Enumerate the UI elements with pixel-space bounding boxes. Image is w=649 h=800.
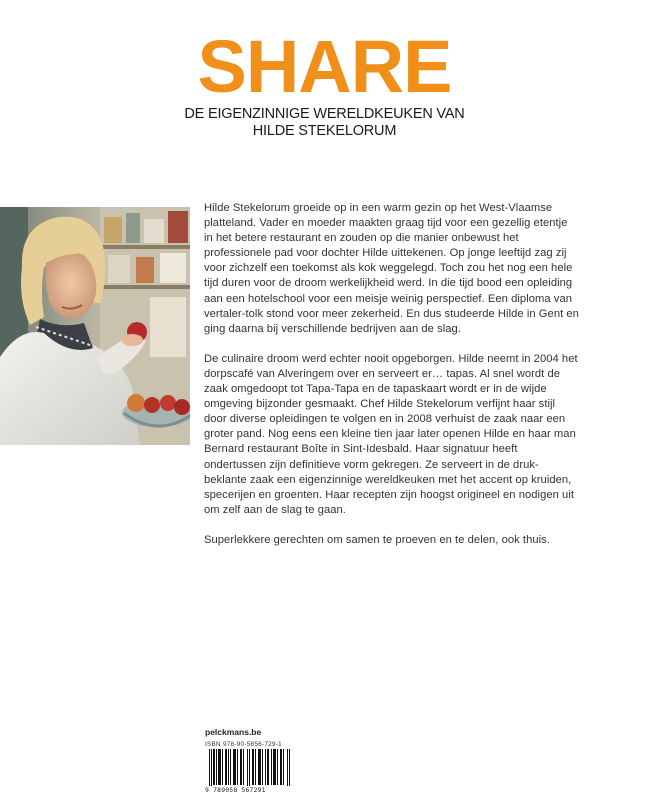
- subtitle-line-1: DE EIGENZINNIGE WERELDKEUKEN VAN: [184, 106, 465, 122]
- publisher-url[interactable]: pelckmans.be: [205, 727, 262, 737]
- book-title: SHARE: [197, 25, 452, 108]
- author-photo: [0, 207, 190, 445]
- barcode-digits: 9 789058 567291: [205, 786, 297, 794]
- barcode-icon: [205, 749, 295, 791]
- subtitle-line-2: HILDE STEKELORUM: [252, 123, 397, 139]
- paragraph: Hilde Stekelorum groeide op in een warm gezin op het West-Vlaamse platteland. Vader en moeder maakten graag tijd voor een gezellig etentje in het betere restaurant en zouden op die manier onbewust het professionele pad voor dochter Hilde uittekenen. Op jonge leeftijd zag zij voor zichzelf een toekomst als kok weggelegd. Toch zou het nog een hele tijd duren voor de droom werkelijkheid werd. In die tijd bood een opleiding aan een hotelschool voor een meisje weinig perspectief. Een diploma van vertaler-tolk stond voor meer zekerheid. En dus studeerde Hilde in Gent en ging daarna bij verschillende bedrijven aan de slag.: [204, 202, 579, 335]
- isbn-label: ISBN 978-90-5856-729-1: [205, 741, 282, 748]
- back-cover-text: [204, 201, 579, 563]
- book-subtitle: [0, 106, 649, 140]
- paragraph: De culinaire droom werd echter nooit opgeborgen. Hilde neemt in 2004 het dorpscafé van Alveringem over en serveert er… tapas. Al snel wordt de zaak omgedoopt tot Tapa-Tapa en de tapaskaart wordt er in de wijde omgeving bijzonder gesmaakt. Chef Hilde Stekelorum verfijnt haar stijl door diverse opleidingen te volgen en in 2008 verhuist de zaak naar een groter pand. Nog eens een kleine tien jaar later openen Hilde en haar man Bernard restaurant Boîte in Sint-Idesbald. Haar signatuur heeft ondertussen zijn definitieve vorm gekregen. Ze serveert in de druk-beklante zaak een eigenzinnige wereldkeuken met het accent op kruiden, specerijen en groenten. Haar recepten zijn hoogst origineel en nodigen uit om zelf aan de slag te gaan.: [204, 352, 578, 516]
- paragraph: Superlekkere gerechten om samen te proeven en te delen, ook thuis.: [204, 533, 550, 546]
